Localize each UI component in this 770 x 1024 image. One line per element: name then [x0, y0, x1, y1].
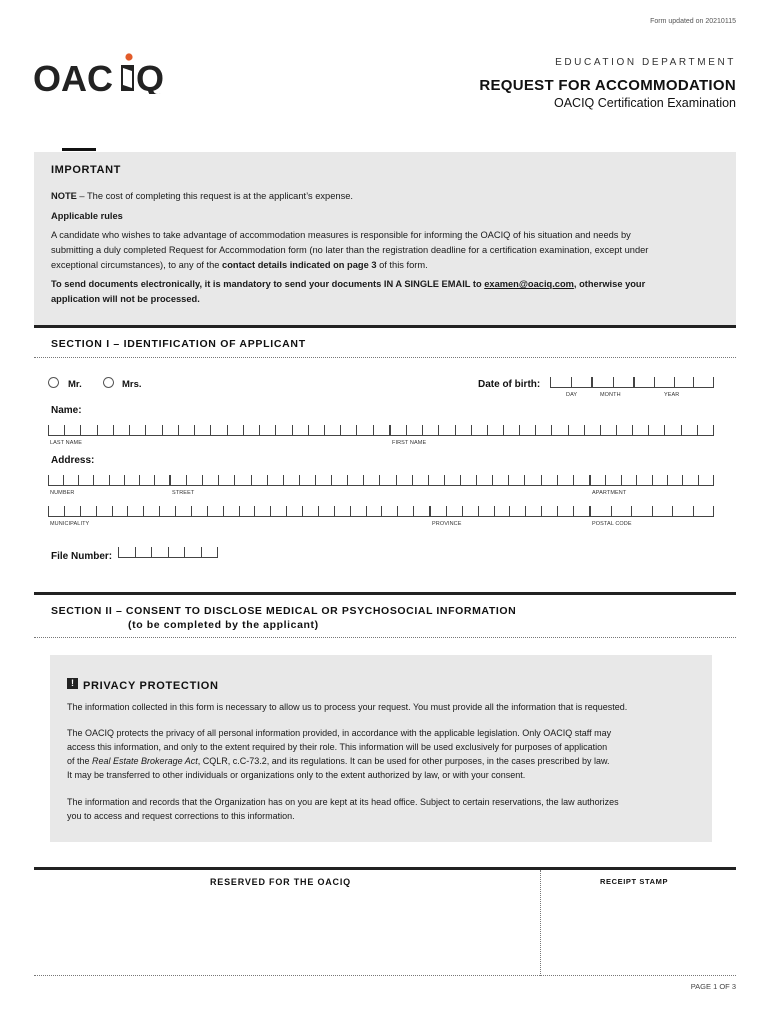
privacy-p3-line1: The information and records that the Organization has on you are kept at its head office. Subject to certain reservations, the law authorizes — [67, 797, 619, 807]
footer-bottom-divider — [34, 975, 736, 976]
privacy-heading: PRIVACY PROTECTION — [83, 680, 219, 692]
email-link[interactable]: examen@oaciq.com — [484, 279, 574, 289]
file-number-field[interactable] — [118, 544, 218, 558]
dob-label: Date of birth: — [478, 379, 541, 390]
dob-month-caption: MONTH — [600, 392, 621, 398]
footer-rule — [34, 867, 736, 870]
privacy-p2-line3 — [67, 754, 609, 769]
mrs-radio[interactable] — [103, 377, 114, 388]
email-instruction-a: To send documents electronically, it is mandatory to send your documents IN A SINGLE EMAIL to — [51, 279, 485, 289]
form-title: REQUEST FOR ACCOMMODATION — [479, 77, 736, 94]
rules-line-3 — [51, 258, 428, 273]
municipality-caption: MUNICIPALITY — [50, 521, 90, 527]
file-number-label: File Number: — [51, 551, 113, 562]
mr-radio[interactable] — [48, 377, 59, 388]
receipt-stamp-label: RECEIPT STAMP — [600, 877, 669, 886]
section1-divider — [34, 357, 736, 358]
apartment-caption: APARTMENT — [592, 490, 627, 496]
postal-code-caption: POSTAL CODE — [592, 521, 632, 527]
first-name-field[interactable] — [390, 422, 714, 436]
rules-line-3c: of this form. — [376, 260, 428, 270]
footer-vertical-divider — [540, 870, 541, 976]
note-text: – The cost of completing this request is at the applicant’s expense. — [76, 191, 353, 201]
province-field[interactable] — [430, 503, 590, 517]
reserved-label: RESERVED FOR THE OACIQ — [210, 877, 351, 887]
municipality-field[interactable] — [48, 503, 430, 517]
email-instruction-b: , otherwise your — [573, 279, 646, 289]
dob-day-caption: DAY — [566, 392, 578, 398]
privacy-p2-line2: access this information, and only to the extent required by their role. This information will be used exclusively for purposes of application — [67, 742, 608, 752]
section-accent-bar — [62, 148, 96, 151]
email-instruction-line-2: application will not be processed. — [51, 294, 200, 304]
page-number: PAGE 1 OF 3 — [690, 982, 736, 991]
last-name-field[interactable] — [48, 422, 390, 436]
dob-day-field[interactable] — [550, 374, 592, 388]
section1-rule — [34, 325, 736, 328]
street-caption: STREET — [172, 490, 195, 496]
postal-code-field[interactable] — [590, 503, 714, 517]
province-caption: PROVINCE — [432, 521, 462, 527]
apartment-field[interactable] — [590, 472, 714, 486]
privacy-p1: The information collected in this form is necessary to allow us to process your request. You must provide all the information that is requested. — [67, 702, 628, 712]
address-label: Address: — [51, 455, 95, 466]
rules-line-1: A candidate who wishes to take advantage of accommodation measures is responsible for informing the OACIQ of his situation and needs by — [51, 230, 631, 240]
mrs-label: Mrs. — [122, 379, 142, 390]
rules-line-3a: exceptional circumstances), to any of the — [51, 260, 223, 270]
cost-note — [51, 189, 353, 204]
oaciq-logo-graphic — [33, 52, 173, 94]
section2-title: SECTION II – CONSENT TO DISCLOSE MEDICAL OR PSYCHOSOCIAL INFORMATION — [51, 605, 517, 617]
contact-details-link: contact details indicated on page 3 — [222, 260, 377, 270]
section2-divider — [34, 637, 736, 638]
form-subtitle: OACIQ Certification Examination — [553, 96, 736, 110]
mr-label: Mr. — [68, 379, 82, 390]
privacy-p2-line1: The OACIQ protects the privacy of all personal information provided, in accordance with the applicable legislation. Only OACIQ staff may — [67, 728, 612, 738]
act-name: Real Estate Brokerage Act — [92, 756, 198, 766]
svg-text:Q: Q — [136, 58, 165, 94]
p2-post: , CQLR, c.C-73.2, and its regulations. It can be used for other purposes, in the cases prescribed by law. — [197, 756, 610, 766]
note-label: NOTE — [51, 191, 77, 201]
street-field[interactable] — [170, 472, 590, 486]
number-caption: NUMBER — [50, 490, 75, 496]
important-heading: IMPORTANT — [51, 164, 121, 176]
oaciq-logo — [33, 52, 173, 94]
email-instruction-line-1 — [51, 277, 645, 292]
dob-year-field[interactable] — [634, 374, 714, 388]
p2-pre: of the — [67, 756, 93, 766]
name-label: Name: — [51, 405, 82, 416]
dob-year-caption: YEAR — [664, 392, 680, 398]
alert-icon: ! — [67, 678, 78, 689]
first-name-caption: FIRST NAME — [392, 440, 427, 446]
department-label: EDUCATION DEPARTMENT — [555, 57, 736, 68]
form-updated-date: Form updated on 20210115 — [650, 18, 736, 25]
last-name-caption: LAST NAME — [50, 440, 82, 446]
rules-line-2: submitting a duly completed Request for Accommodation form (no later than the registration deadline for a certification examination, except under — [51, 245, 649, 255]
privacy-p3-line2: you to access and request corrections to this information. — [67, 811, 295, 821]
section2-subtitle: (to be completed by the applicant) — [128, 619, 319, 631]
dob-month-field[interactable] — [592, 374, 634, 388]
svg-text:OAC: OAC — [33, 58, 113, 94]
rules-heading: Applicable rules — [51, 211, 123, 221]
privacy-p2-line4: It may be transferred to other individuals or organizations only to the extent authorized by law, or with your consent. — [67, 770, 526, 780]
street-number-field[interactable] — [48, 472, 170, 486]
section1-title: SECTION I – IDENTIFICATION OF APPLICANT — [51, 338, 306, 350]
section2-rule — [34, 592, 736, 595]
